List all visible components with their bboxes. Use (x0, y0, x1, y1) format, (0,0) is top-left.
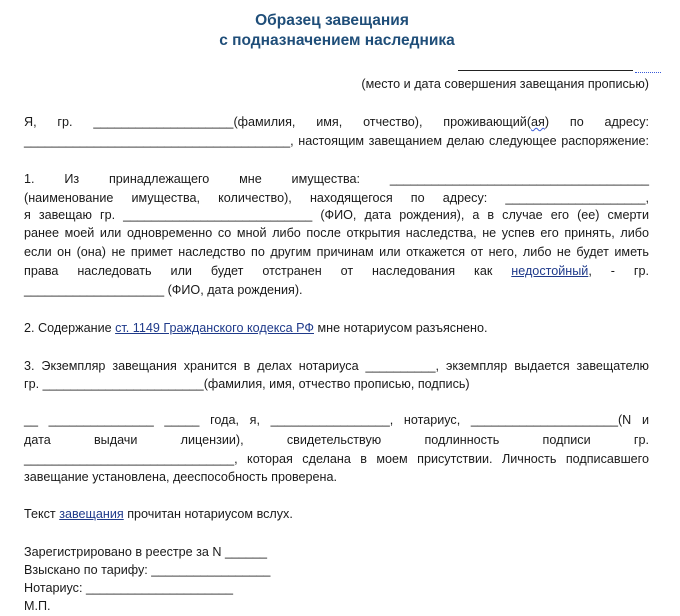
p4-line-3: ______________________________, которая сделана в моем присутствии. Личность подписавшего (24, 452, 649, 466)
p1-line-7: ____________________ (ФИО, дата рождения). (24, 283, 303, 297)
address-line: ______________________________________, настоящим завещанием делаю следующее распоряжение: (24, 134, 649, 148)
document-subtitle: с подназначением наследника (219, 32, 455, 49)
place-date-blank-line (458, 70, 633, 71)
civil-code-article-link[interactable]: ст. 1149 Гражданского кодекса РФ (115, 321, 314, 335)
notary-signature-line: Нотариус: _____________________ (24, 581, 234, 595)
p3-line-1: 3. Экземпляр завещания хранится в делах нотариуса __________, экземпляр выдается завещателю (24, 359, 649, 373)
testator-name-blank: ____________________ (93, 115, 234, 129)
seal-placeholder: М.П. (24, 599, 51, 613)
place-date-caption: (место и дата совершения завещания прописью) (361, 77, 649, 91)
p1-line-4: ранее моей или одновременно со мной либо после открытия наследства, не успев его принять, либо (24, 226, 649, 240)
p4-line-1: __ _______________ _____ года, я, _________________, нотариус, _____________________(N и (24, 413, 649, 427)
document-title: Образец завещания (255, 12, 409, 29)
p1-line-6: права наследовать или будет отстранен от наследования как недостойный, - гр. (24, 264, 649, 278)
will-text-link[interactable]: завещания (59, 507, 124, 521)
p1-line-1: 1. Из принадлежащего мне имущества: _____________________________________ (24, 172, 649, 186)
spellcheck-marker (635, 68, 661, 73)
registry-line: Зарегистрировано в реестре за N ______ (24, 545, 268, 559)
p5-line: Текст завещания прочитан нотариусом вслух. (24, 507, 293, 521)
p3-line-2: гр. _______________________(фамилия, имя, отчество прописью, подпись) (24, 377, 470, 391)
p4-line-4: завещание установлена, дееспособность проверена. (24, 470, 338, 484)
p1-line-2: (наименование имущества, количество), находящегося по адресу: ____________________, (24, 191, 649, 205)
p4-line-2: дата выдачи лицензии), свидетельствую подлинность подписи гр. (24, 433, 649, 447)
testator-line: Я, гр. ____________________(фамилия, имя, отчество), проживающий(ая) по адресу: (24, 115, 649, 129)
unworthy-heir-link[interactable]: недостойный (511, 264, 589, 278)
p1-line-3: я завещаю гр. ___________________________ (ФИО, дата рождения), а в случае его (ее) смерти (24, 208, 649, 222)
p2-line: 2. Содержание ст. 1149 Гражданского кодекса РФ мне нотариусом разъяснено. (24, 321, 488, 335)
tariff-line: Взыскано по тарифу: _________________ (24, 563, 271, 577)
p1-line-5: если он (она) не примет наследство по другим причинам или откажется от него, либо не будет иметь (24, 245, 649, 259)
